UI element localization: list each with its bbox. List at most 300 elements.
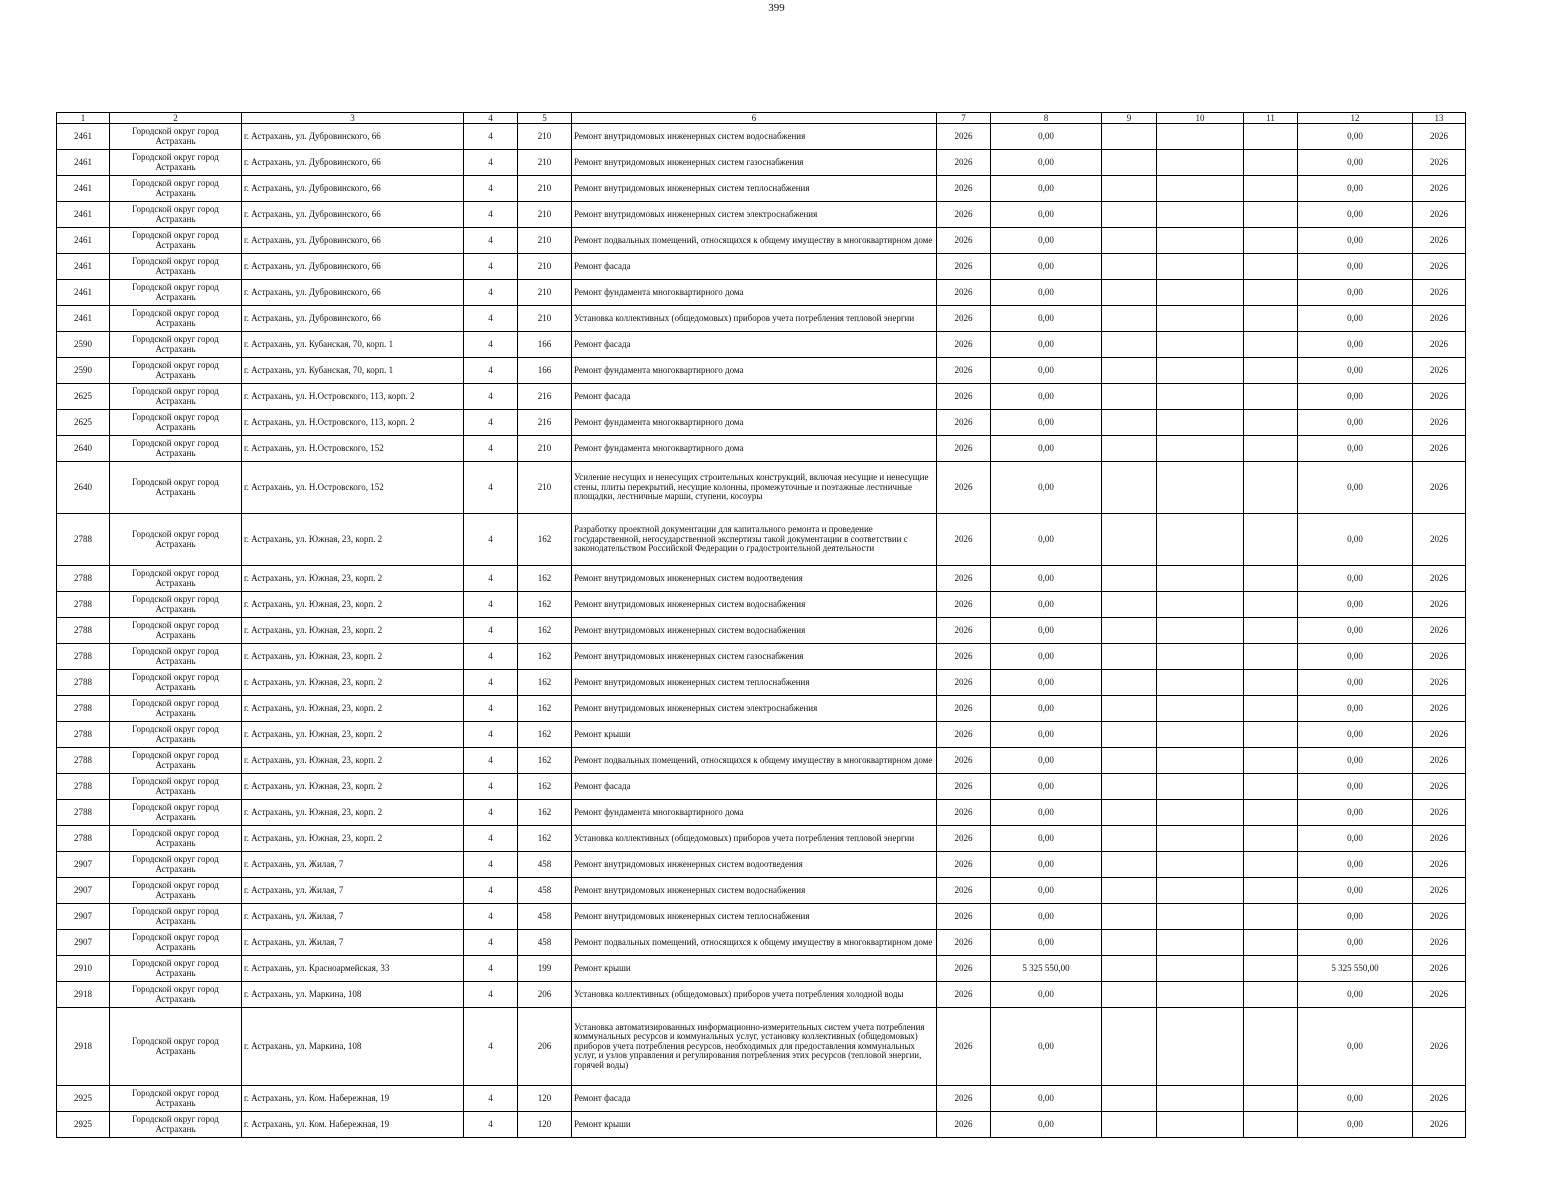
municipality-cell: Городской округ город Астрахань: [110, 566, 242, 592]
column-10-cell: [1157, 1008, 1244, 1086]
municipality-cell: Городской округ город Астрахань: [110, 722, 242, 748]
column-13-cell: 2026: [1413, 358, 1466, 384]
column-4-cell: 4: [464, 982, 518, 1008]
work-type-cell: Ремонт внутридомовых инженерных систем водоснабжения: [572, 878, 937, 904]
table-row: [57, 410, 1466, 436]
municipality-cell: Городской округ город Астрахань: [110, 618, 242, 644]
column-11-cell: [1244, 462, 1298, 514]
column-5-cell: 210: [518, 280, 572, 306]
municipality-cell: Городской округ город Астрахань: [110, 202, 242, 228]
column-13-cell: 2026: [1413, 124, 1466, 150]
column-11-cell: [1244, 1086, 1298, 1112]
column-10-cell: [1157, 644, 1244, 670]
column-4-cell: 4: [464, 436, 518, 462]
column-10-cell: [1157, 930, 1244, 956]
work-type-cell: Установка коллективных (общедомовых) приборов учета потребления тепловой энергии: [572, 826, 937, 852]
address-cell: г. Астрахань, ул. Южная, 23, корп. 2: [242, 566, 464, 592]
table-row: [57, 670, 1466, 696]
row-number-cell: 2788: [57, 670, 110, 696]
cost-cell: 0,00: [991, 332, 1102, 358]
column-4-cell: 4: [464, 202, 518, 228]
column-13-cell: 2026: [1413, 1086, 1466, 1112]
work-type-cell: Усиление несущих и ненесущих строительных конструкций, включая несущие и ненесущие стены, плиты перекрытий, несущие колонны, промежуточные и поэтажные лестничные площадки, лестничные марши, ступени, косоуры: [572, 462, 937, 514]
column-12-cell: 0,00: [1298, 358, 1413, 384]
column-5-cell: 210: [518, 228, 572, 254]
row-number-cell: 2640: [57, 462, 110, 514]
column-4-cell: 4: [464, 332, 518, 358]
column-9-cell: [1102, 384, 1157, 410]
column-12-cell: 0,00: [1298, 566, 1413, 592]
column-4-cell: 4: [464, 384, 518, 410]
column-10-cell: [1157, 774, 1244, 800]
column-9-cell: [1102, 748, 1157, 774]
column-12-cell: 0,00: [1298, 150, 1413, 176]
row-number-cell: 2788: [57, 748, 110, 774]
address-cell: г. Астрахань, ул. Южная, 23, корп. 2: [242, 592, 464, 618]
column-header: 2: [110, 113, 242, 124]
column-header: 13: [1413, 113, 1466, 124]
column-9-cell: [1102, 722, 1157, 748]
column-13-cell: 2026: [1413, 332, 1466, 358]
column-12-cell: 0,00: [1298, 852, 1413, 878]
column-4-cell: 4: [464, 254, 518, 280]
year-cell: 2026: [937, 644, 991, 670]
row-number-cell: 2461: [57, 124, 110, 150]
row-number-cell: 2640: [57, 436, 110, 462]
year-cell: 2026: [937, 592, 991, 618]
column-12-cell: 0,00: [1298, 1008, 1413, 1086]
cost-cell: 0,00: [991, 748, 1102, 774]
column-13-cell: 2026: [1413, 462, 1466, 514]
column-5-cell: 206: [518, 1008, 572, 1086]
year-cell: 2026: [937, 930, 991, 956]
column-4-cell: 4: [464, 1008, 518, 1086]
table-row: [57, 722, 1466, 748]
cost-cell: 0,00: [991, 904, 1102, 930]
column-5-cell: 162: [518, 722, 572, 748]
work-type-cell: Ремонт внутридомовых инженерных систем теплоснабжения: [572, 904, 937, 930]
address-cell: г. Астрахань, ул. Маркина, 108: [242, 982, 464, 1008]
column-9-cell: [1102, 800, 1157, 826]
year-cell: 2026: [937, 618, 991, 644]
table-row: [57, 644, 1466, 670]
year-cell: 2026: [937, 826, 991, 852]
table-row: [57, 332, 1466, 358]
column-4-cell: 4: [464, 1112, 518, 1138]
column-5-cell: 458: [518, 852, 572, 878]
year-cell: 2026: [937, 176, 991, 202]
column-12-cell: 0,00: [1298, 982, 1413, 1008]
column-13-cell: 2026: [1413, 1112, 1466, 1138]
work-type-cell: Ремонт подвальных помещений, относящихся к общему имуществу в многоквартирном доме: [572, 228, 937, 254]
column-header: 9: [1102, 113, 1157, 124]
cost-cell: 0,00: [991, 228, 1102, 254]
work-type-cell: Ремонт внутридомовых инженерных систем водоснабжения: [572, 618, 937, 644]
column-13-cell: 2026: [1413, 670, 1466, 696]
row-number-cell: 2788: [57, 618, 110, 644]
column-13-cell: 2026: [1413, 228, 1466, 254]
cost-cell: 0,00: [991, 852, 1102, 878]
column-11-cell: [1244, 878, 1298, 904]
row-number-cell: 2907: [57, 904, 110, 930]
column-11-cell: [1244, 1008, 1298, 1086]
column-13-cell: 2026: [1413, 1008, 1466, 1086]
cost-cell: 0,00: [991, 800, 1102, 826]
column-12-cell: 0,00: [1298, 930, 1413, 956]
column-12-cell: 0,00: [1298, 514, 1413, 566]
column-5-cell: 210: [518, 254, 572, 280]
column-9-cell: [1102, 358, 1157, 384]
column-10-cell: [1157, 514, 1244, 566]
address-cell: г. Астрахань, ул. Н.Островского, 152: [242, 462, 464, 514]
column-10-cell: [1157, 826, 1244, 852]
column-5-cell: 206: [518, 982, 572, 1008]
year-cell: 2026: [937, 384, 991, 410]
cost-cell: 0,00: [991, 410, 1102, 436]
row-number-cell: 2461: [57, 254, 110, 280]
municipality-cell: Городской округ город Астрахань: [110, 228, 242, 254]
address-cell: г. Астрахань, ул. Жилая, 7: [242, 930, 464, 956]
municipality-cell: Городской округ город Астрахань: [110, 982, 242, 1008]
municipality-cell: Городской округ город Астрахань: [110, 852, 242, 878]
cost-cell: 0,00: [991, 306, 1102, 332]
column-5-cell: 162: [518, 592, 572, 618]
year-cell: 2026: [937, 774, 991, 800]
year-cell: 2026: [937, 878, 991, 904]
column-12-cell: 0,00: [1298, 410, 1413, 436]
year-cell: 2026: [937, 228, 991, 254]
municipality-cell: Городской округ город Астрахань: [110, 358, 242, 384]
column-13-cell: 2026: [1413, 384, 1466, 410]
column-5-cell: 210: [518, 306, 572, 332]
row-number-cell: 2788: [57, 644, 110, 670]
column-5-cell: 162: [518, 748, 572, 774]
column-11-cell: [1244, 748, 1298, 774]
column-11-cell: [1244, 956, 1298, 982]
municipality-cell: Городской округ город Астрахань: [110, 514, 242, 566]
column-13-cell: 2026: [1413, 514, 1466, 566]
table-row: [57, 202, 1466, 228]
year-cell: 2026: [937, 514, 991, 566]
column-11-cell: [1244, 618, 1298, 644]
column-13-cell: 2026: [1413, 826, 1466, 852]
address-cell: г. Астрахань, ул. Дубровинского, 66: [242, 306, 464, 332]
column-13-cell: 2026: [1413, 722, 1466, 748]
address-cell: г. Астрахань, ул. Жилая, 7: [242, 852, 464, 878]
column-12-cell: 0,00: [1298, 722, 1413, 748]
column-9-cell: [1102, 644, 1157, 670]
column-12-cell: 0,00: [1298, 696, 1413, 722]
column-5-cell: 458: [518, 930, 572, 956]
capital-repair-table: [56, 112, 1466, 1138]
address-cell: г. Астрахань, ул. Жилая, 7: [242, 878, 464, 904]
work-type-cell: Ремонт внутридомовых инженерных систем водоотведения: [572, 566, 937, 592]
municipality-cell: Городской округ город Астрахань: [110, 800, 242, 826]
row-number-cell: 2918: [57, 1008, 110, 1086]
column-4-cell: 4: [464, 566, 518, 592]
column-11-cell: [1244, 722, 1298, 748]
column-5-cell: 162: [518, 774, 572, 800]
column-12-cell: 0,00: [1298, 228, 1413, 254]
row-number-cell: 2461: [57, 202, 110, 228]
table-row: [57, 800, 1466, 826]
year-cell: 2026: [937, 670, 991, 696]
column-10-cell: [1157, 124, 1244, 150]
cost-cell: 0,00: [991, 826, 1102, 852]
column-11-cell: [1244, 436, 1298, 462]
column-5-cell: 199: [518, 956, 572, 982]
year-cell: 2026: [937, 800, 991, 826]
column-11-cell: [1244, 384, 1298, 410]
cost-cell: 0,00: [991, 930, 1102, 956]
column-13-cell: 2026: [1413, 800, 1466, 826]
municipality-cell: Городской округ город Астрахань: [110, 670, 242, 696]
column-10-cell: [1157, 904, 1244, 930]
work-type-cell: Ремонт внутридомовых инженерных систем газоснабжения: [572, 644, 937, 670]
column-11-cell: [1244, 566, 1298, 592]
cost-cell: 0,00: [991, 280, 1102, 306]
column-10-cell: [1157, 436, 1244, 462]
address-cell: г. Астрахань, ул. Н.Островского, 113, корп. 2: [242, 384, 464, 410]
column-10-cell: [1157, 202, 1244, 228]
column-13-cell: 2026: [1413, 852, 1466, 878]
cost-cell: 0,00: [991, 202, 1102, 228]
table-row: [57, 878, 1466, 904]
column-5-cell: 210: [518, 150, 572, 176]
column-13-cell: 2026: [1413, 306, 1466, 332]
column-4-cell: 4: [464, 930, 518, 956]
column-9-cell: [1102, 280, 1157, 306]
column-13-cell: 2026: [1413, 592, 1466, 618]
year-cell: 2026: [937, 1112, 991, 1138]
address-cell: г. Астрахань, ул. Южная, 23, корп. 2: [242, 514, 464, 566]
address-cell: г. Астрахань, ул. Южная, 23, корп. 2: [242, 826, 464, 852]
column-9-cell: [1102, 878, 1157, 904]
row-number-cell: 2925: [57, 1112, 110, 1138]
column-10-cell: [1157, 176, 1244, 202]
year-cell: 2026: [937, 280, 991, 306]
work-type-cell: Ремонт фасада: [572, 774, 937, 800]
cost-cell: 5 325 550,00: [991, 956, 1102, 982]
column-5-cell: 210: [518, 202, 572, 228]
address-cell: г. Астрахань, ул. Кубанская, 70, корп. 1: [242, 332, 464, 358]
municipality-cell: Городской округ город Астрахань: [110, 1008, 242, 1086]
year-cell: 2026: [937, 956, 991, 982]
address-cell: г. Астрахань, ул. Дубровинского, 66: [242, 124, 464, 150]
column-10-cell: [1157, 1112, 1244, 1138]
column-11-cell: [1244, 670, 1298, 696]
column-12-cell: 0,00: [1298, 124, 1413, 150]
column-12-cell: 0,00: [1298, 1086, 1413, 1112]
address-cell: г. Астрахань, ул. Южная, 23, корп. 2: [242, 670, 464, 696]
column-11-cell: [1244, 644, 1298, 670]
table-row: [57, 124, 1466, 150]
work-type-cell: Ремонт фасада: [572, 332, 937, 358]
column-13-cell: 2026: [1413, 618, 1466, 644]
column-9-cell: [1102, 852, 1157, 878]
row-number-cell: 2925: [57, 1086, 110, 1112]
column-10-cell: [1157, 358, 1244, 384]
address-cell: г. Астрахань, ул. Южная, 23, корп. 2: [242, 800, 464, 826]
work-type-cell: Ремонт внутридомовых инженерных систем водоснабжения: [572, 124, 937, 150]
address-cell: г. Астрахань, ул. Южная, 23, корп. 2: [242, 618, 464, 644]
cost-cell: 0,00: [991, 384, 1102, 410]
work-type-cell: Ремонт крыши: [572, 956, 937, 982]
year-cell: 2026: [937, 748, 991, 774]
cost-cell: 0,00: [991, 462, 1102, 514]
column-11-cell: [1244, 826, 1298, 852]
column-5-cell: 120: [518, 1112, 572, 1138]
column-12-cell: 5 325 550,00: [1298, 956, 1413, 982]
work-type-cell: Установка коллективных (общедомовых) приборов учета потребления холодной воды: [572, 982, 937, 1008]
row-number-cell: 2461: [57, 280, 110, 306]
table-row: [57, 904, 1466, 930]
work-type-cell: Ремонт фасада: [572, 254, 937, 280]
column-13-cell: 2026: [1413, 956, 1466, 982]
municipality-cell: Городской округ город Астрахань: [110, 696, 242, 722]
column-12-cell: 0,00: [1298, 800, 1413, 826]
cost-cell: 0,00: [991, 358, 1102, 384]
column-10-cell: [1157, 254, 1244, 280]
table-row: [57, 982, 1466, 1008]
cost-cell: 0,00: [991, 254, 1102, 280]
address-cell: г. Астрахань, ул. Дубровинского, 66: [242, 228, 464, 254]
table-row: [57, 358, 1466, 384]
column-4-cell: 4: [464, 644, 518, 670]
column-11-cell: [1244, 1112, 1298, 1138]
column-13-cell: 2026: [1413, 696, 1466, 722]
year-cell: 2026: [937, 202, 991, 228]
work-type-cell: Ремонт подвальных помещений, относящихся к общему имуществу в многоквартирном доме: [572, 930, 937, 956]
municipality-cell: Городской округ город Астрахань: [110, 956, 242, 982]
municipality-cell: Городской округ город Астрахань: [110, 176, 242, 202]
column-12-cell: 0,00: [1298, 1112, 1413, 1138]
work-type-cell: Ремонт фундамента многоквартирного дома: [572, 280, 937, 306]
municipality-cell: Городской округ город Астрахань: [110, 592, 242, 618]
column-12-cell: 0,00: [1298, 384, 1413, 410]
column-4-cell: 4: [464, 852, 518, 878]
cost-cell: 0,00: [991, 436, 1102, 462]
row-number-cell: 2788: [57, 514, 110, 566]
column-12-cell: 0,00: [1298, 670, 1413, 696]
column-13-cell: 2026: [1413, 644, 1466, 670]
municipality-cell: Городской округ город Астрахань: [110, 826, 242, 852]
cost-cell: 0,00: [991, 696, 1102, 722]
column-4-cell: 4: [464, 124, 518, 150]
column-12-cell: 0,00: [1298, 306, 1413, 332]
address-cell: г. Астрахань, ул. Южная, 23, корп. 2: [242, 644, 464, 670]
column-4-cell: 4: [464, 904, 518, 930]
column-5-cell: 162: [518, 618, 572, 644]
column-9-cell: [1102, 254, 1157, 280]
column-13-cell: 2026: [1413, 566, 1466, 592]
work-type-cell: Ремонт фасада: [572, 384, 937, 410]
work-type-cell: Ремонт фасада: [572, 1086, 937, 1112]
address-cell: г. Астрахань, ул. Южная, 23, корп. 2: [242, 774, 464, 800]
column-9-cell: [1102, 332, 1157, 358]
municipality-cell: Городской округ город Астрахань: [110, 930, 242, 956]
address-cell: г. Астрахань, ул. Ком. Набережная, 19: [242, 1086, 464, 1112]
column-5-cell: 458: [518, 904, 572, 930]
column-11-cell: [1244, 280, 1298, 306]
cost-cell: 0,00: [991, 878, 1102, 904]
work-type-cell: Ремонт фундамента многоквартирного дома: [572, 410, 937, 436]
column-9-cell: [1102, 592, 1157, 618]
table-row: [57, 956, 1466, 982]
cost-cell: 0,00: [991, 124, 1102, 150]
column-5-cell: 120: [518, 1086, 572, 1112]
column-5-cell: 216: [518, 384, 572, 410]
cost-cell: 0,00: [991, 1086, 1102, 1112]
column-10-cell: [1157, 956, 1244, 982]
work-type-cell: Ремонт фундамента многоквартирного дома: [572, 800, 937, 826]
column-9-cell: [1102, 618, 1157, 644]
column-9-cell: [1102, 956, 1157, 982]
address-cell: г. Астрахань, ул. Кубанская, 70, корп. 1: [242, 358, 464, 384]
table-row: [57, 176, 1466, 202]
row-number-cell: 2625: [57, 384, 110, 410]
table-row: [57, 280, 1466, 306]
column-11-cell: [1244, 150, 1298, 176]
row-number-cell: 2788: [57, 722, 110, 748]
address-cell: г. Астрахань, ул. Южная, 23, корп. 2: [242, 722, 464, 748]
column-9-cell: [1102, 124, 1157, 150]
column-4-cell: 4: [464, 514, 518, 566]
column-10-cell: [1157, 618, 1244, 644]
address-cell: г. Астрахань, ул. Дубровинского, 66: [242, 254, 464, 280]
row-number-cell: 2461: [57, 176, 110, 202]
column-header: 5: [518, 113, 572, 124]
page-number: 399: [768, 2, 785, 14]
year-cell: 2026: [937, 982, 991, 1008]
municipality-cell: Городской округ город Астрахань: [110, 1112, 242, 1138]
row-number-cell: 2907: [57, 930, 110, 956]
column-12-cell: 0,00: [1298, 332, 1413, 358]
table-row: [57, 826, 1466, 852]
column-9-cell: [1102, 696, 1157, 722]
column-11-cell: [1244, 982, 1298, 1008]
column-4-cell: 4: [464, 696, 518, 722]
address-cell: г. Астрахань, ул. Маркина, 108: [242, 1008, 464, 1086]
column-10-cell: [1157, 878, 1244, 904]
column-4-cell: 4: [464, 176, 518, 202]
table-row: [57, 1008, 1466, 1086]
work-type-cell: Ремонт внутридомовых инженерных систем водоснабжения: [572, 592, 937, 618]
address-cell: г. Астрахань, ул. Дубровинского, 66: [242, 202, 464, 228]
column-10-cell: [1157, 306, 1244, 332]
row-number-cell: 2918: [57, 982, 110, 1008]
column-header: 10: [1157, 113, 1244, 124]
column-4-cell: 4: [464, 878, 518, 904]
row-number-cell: 2461: [57, 228, 110, 254]
address-cell: г. Астрахань, ул. Жилая, 7: [242, 904, 464, 930]
column-header: 1: [57, 113, 110, 124]
column-5-cell: 162: [518, 696, 572, 722]
year-cell: 2026: [937, 436, 991, 462]
column-10-cell: [1157, 982, 1244, 1008]
column-9-cell: [1102, 1086, 1157, 1112]
column-5-cell: 162: [518, 644, 572, 670]
column-9-cell: [1102, 904, 1157, 930]
column-10-cell: [1157, 228, 1244, 254]
column-10-cell: [1157, 566, 1244, 592]
column-11-cell: [1244, 254, 1298, 280]
column-12-cell: 0,00: [1298, 280, 1413, 306]
column-9-cell: [1102, 514, 1157, 566]
column-10-cell: [1157, 722, 1244, 748]
column-header: 3: [242, 113, 464, 124]
cost-cell: 0,00: [991, 722, 1102, 748]
